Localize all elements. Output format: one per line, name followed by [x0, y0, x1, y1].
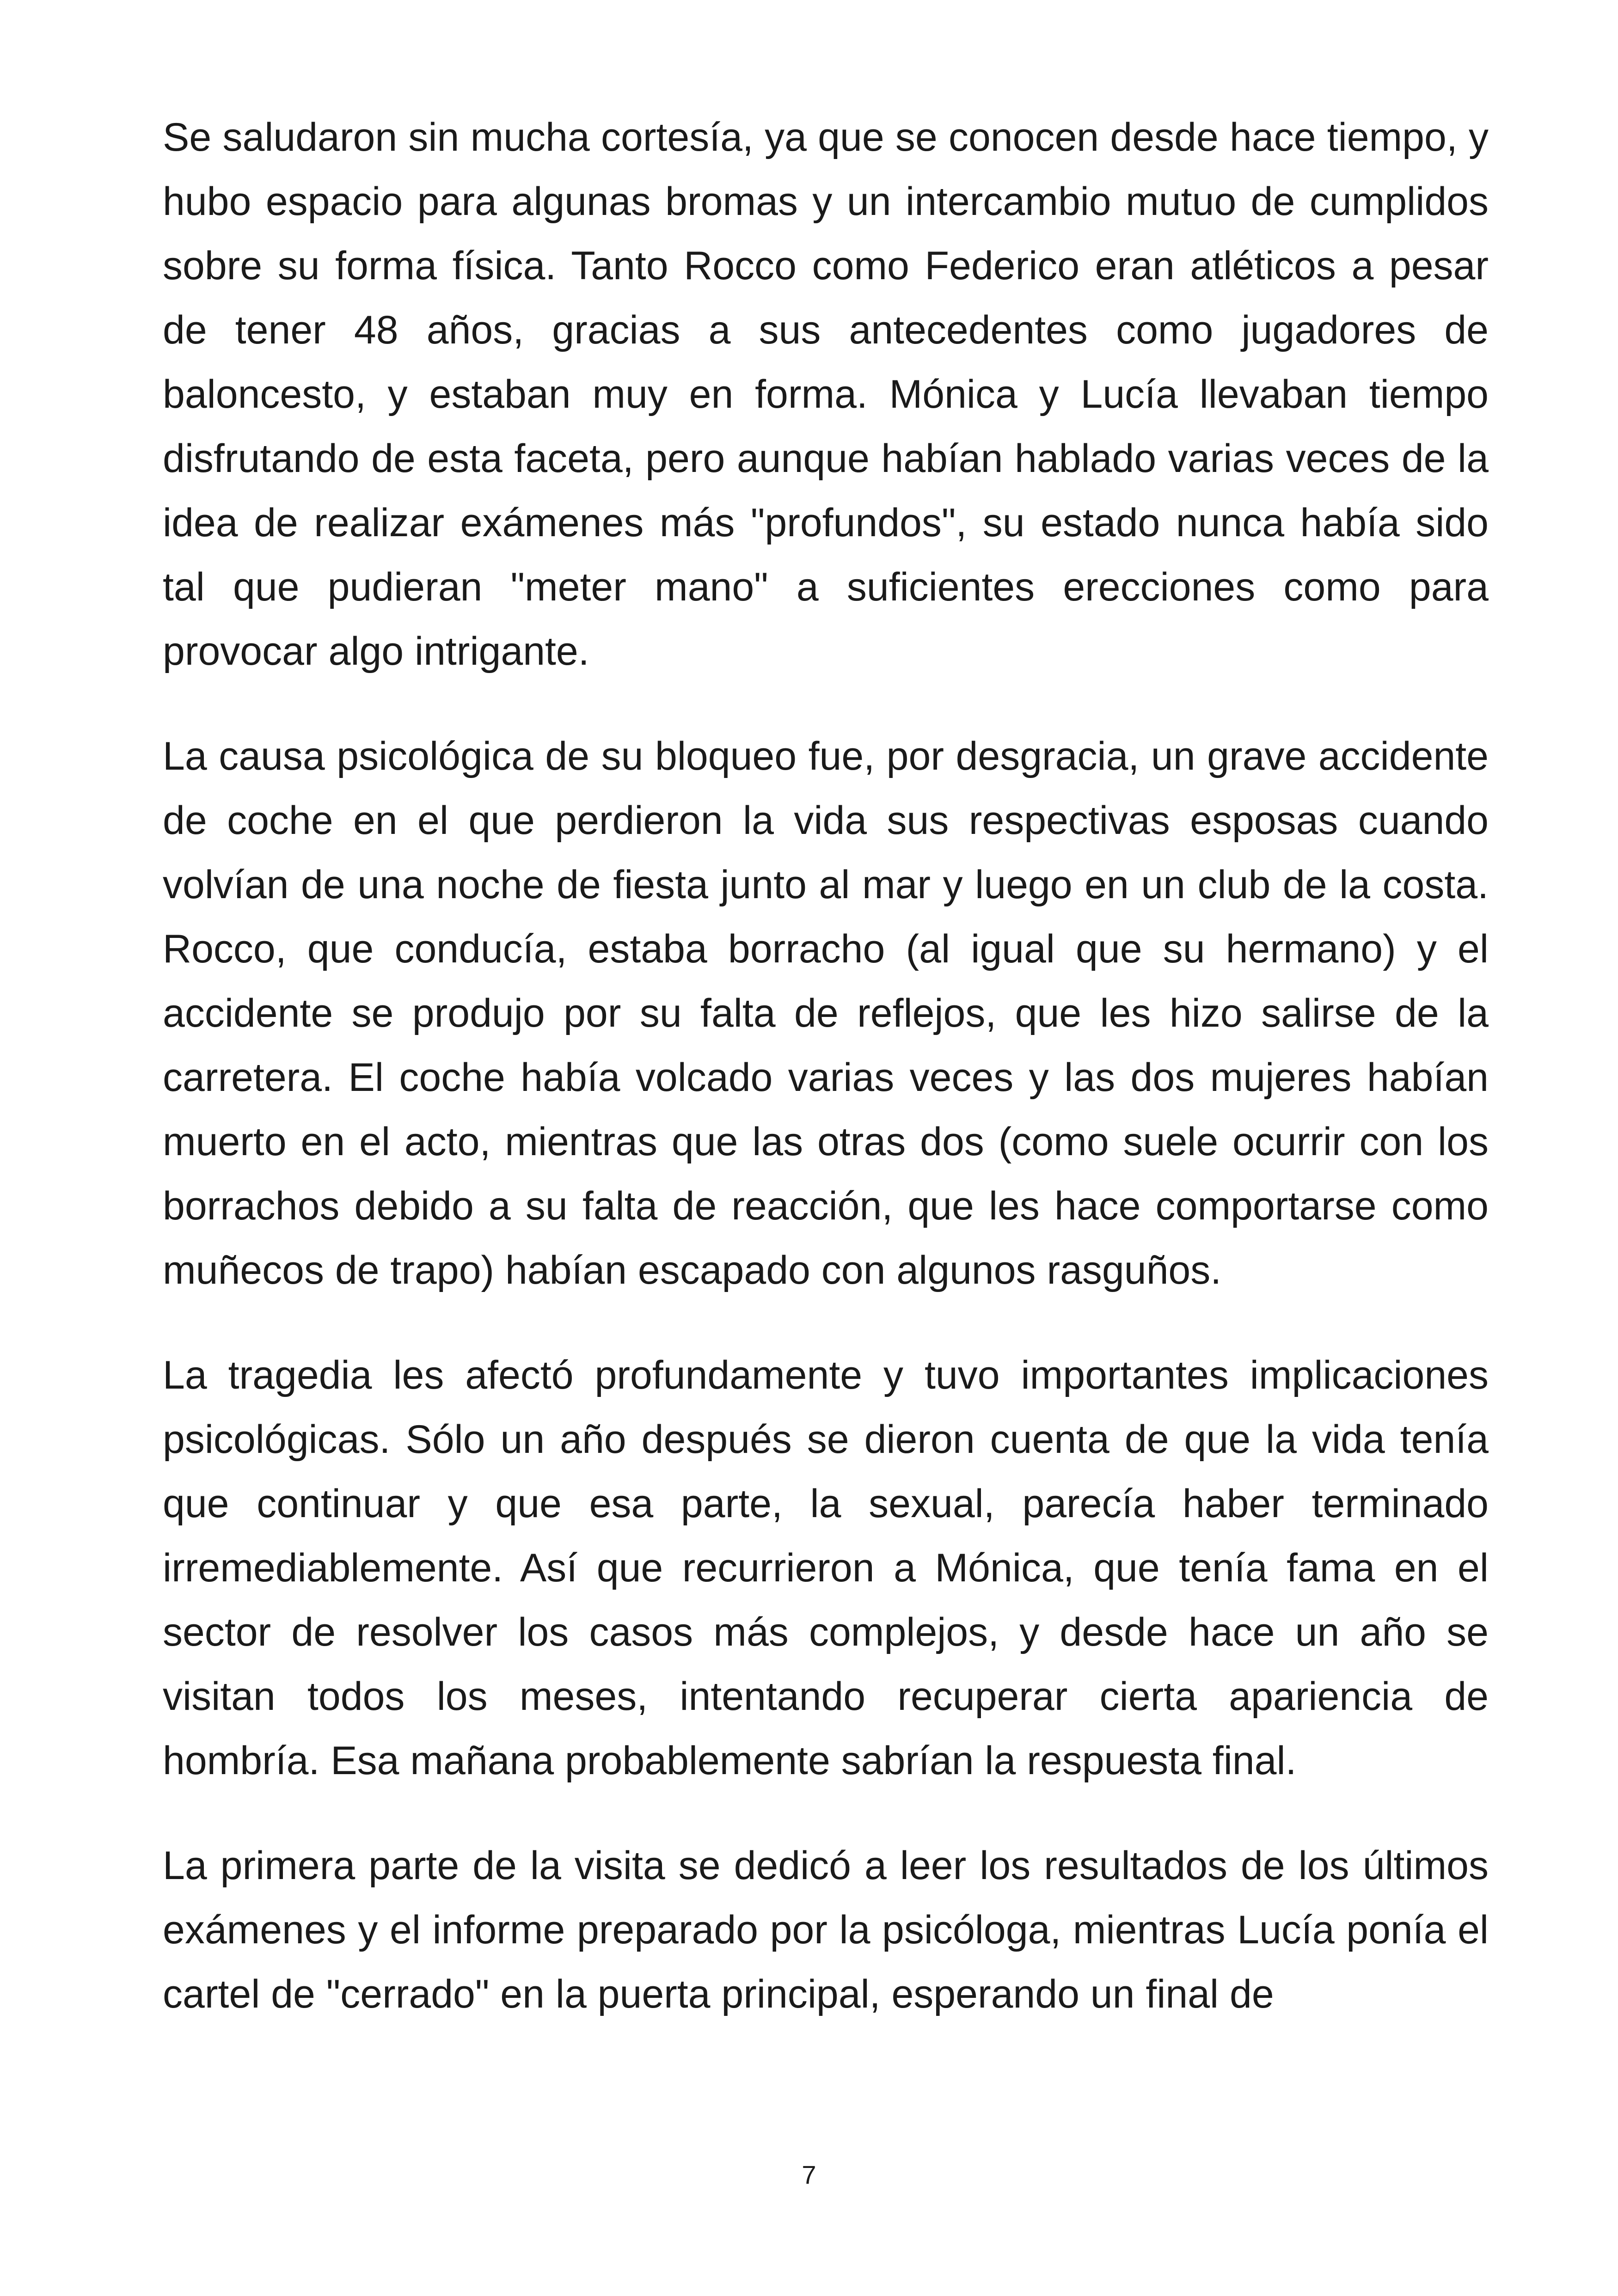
page-number: 7	[802, 2160, 816, 2189]
paragraph-4: La primera parte de la visita se dedicó a leer los resultados de los últimos exámenes y el informe preparado por la psicóloga, mientras Lucía ponía el cartel de "cerrado" en la puerta principal, esperando un final de	[163, 1843, 1489, 2016]
paragraph-2: La causa psicológica de su bloqueo fue, por desgracia, un grave accidente de coche en el que perdieron la vida sus respectivas esposas cuando volvían de una noche de fiesta junto al mar y luego en un club de la costa. Rocco, que conducía, estaba borracho (al igual que su hermano) y el accidente se produjo por su falta de reflejos, que les hizo salirse de la carretera. El coche había volcado varias veces y las dos mujeres habían muerto en el acto, mientras que las otras dos (como suele ocurrir con los borrachos debido a su falta de reacción, que les hace comportarse como muñecos de trapo) habían escapado con algunos rasguños.	[163, 734, 1489, 1292]
paragraph-3: La tragedia les afectó profundamente y tuvo importantes implicaciones psicológicas. Sólo un año después se dieron cuenta de que la vida tenía que continuar y que esa parte, la sexual, parecía haber terminado irremediablemente. Así que recurrieron a Mónica, que tenía fama en el sector de resolver los casos más complejos, y desde hace un año se visitan todos los meses, intentando recuperar cierta apariencia de hombría. Esa mañana probablemente sabrían la respuesta final.	[163, 1353, 1489, 1783]
body-text	[163, 105, 1489, 2027]
paragraph-1: Se saludaron sin mucha cortesía, ya que se conocen desde hace tiempo, y hubo espacio para algunas bromas y un intercambio mutuo de cumplidos sobre su forma física. Tanto Rocco como Federico eran atléticos a pesar de tener 48 años, gracias a sus antecedentes como jugadores de baloncesto, y estaban muy en forma. Mónica y Lucía llevaban tiempo disfrutando de esta faceta, pero aunque habían hablado varias veces de la idea de realizar exámenes más "profundos", su estado nunca había sido tal que pudieran "meter mano" a suficientes erecciones como para provocar algo intrigante.	[163, 115, 1489, 673]
